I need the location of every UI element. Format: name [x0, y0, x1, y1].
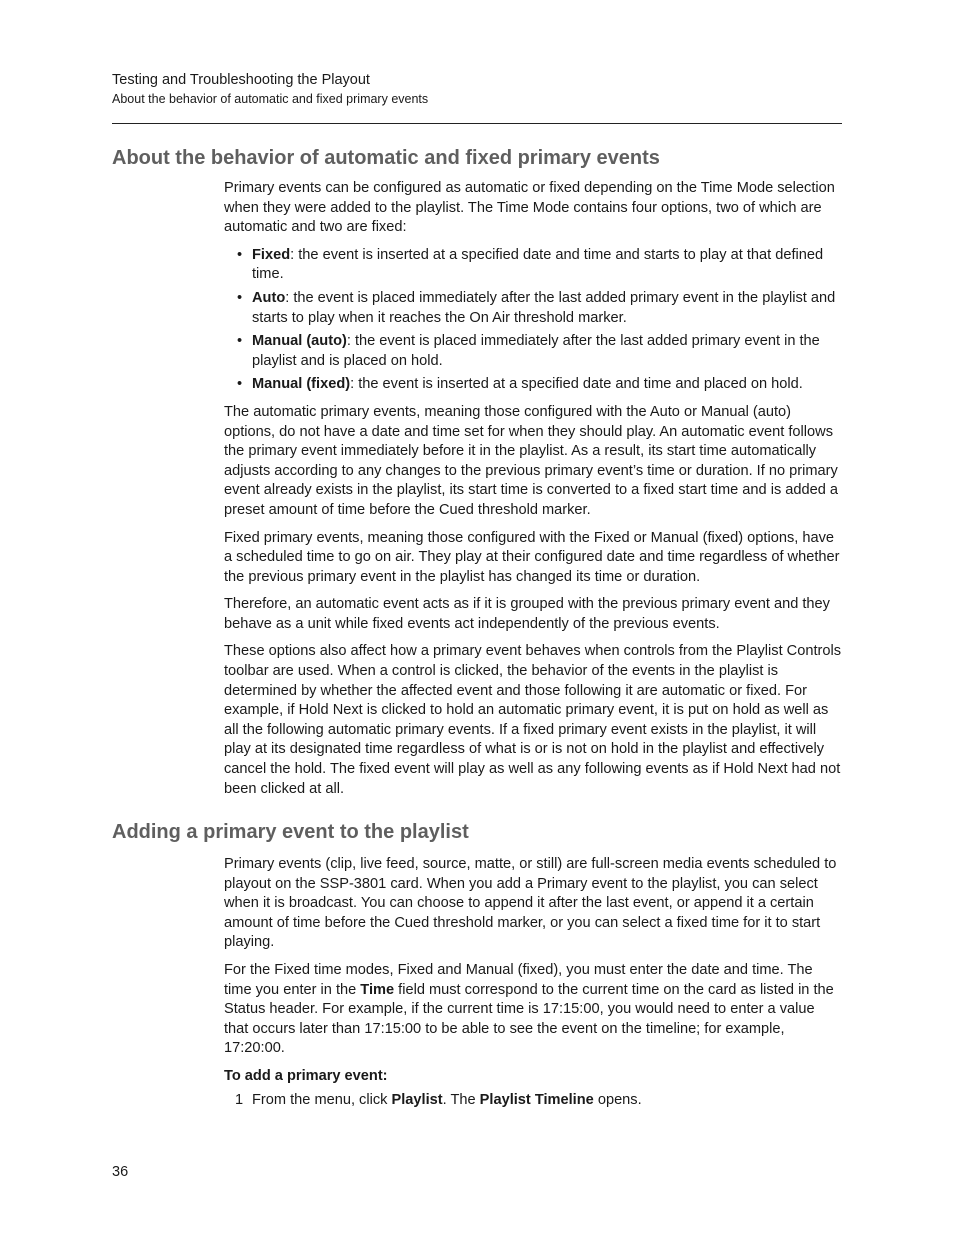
- running-head-section: About the behavior of automatic and fixed primary events: [112, 92, 429, 106]
- list-item-term: Manual (auto): [252, 333, 347, 350]
- intro-paragraph: Primary events can be configured as automatic or fixed depending on the Time Mode selection when they were added to the playlist. The Time Mode contains four options, two of which are automatic and two are fixed:: [224, 180, 835, 236]
- procedure-title: To add a primary event:: [224, 1067, 388, 1084]
- section-body-about: [224, 179, 842, 807]
- body-paragraph: These options also affect how a primary event behaves when controls from the Playlist Controls toolbar are used. When a control is clicked, the behavior of the events in the playlist is determined by whether the affected event and those following it are automatic or fixed. For example, if Hold Next is clicked to hold an automatic primary event, it is put on hold as well as all the following automatic primary events. If a fixed primary event exists in the playlist, it will play at its designated time regardless of what is or is not on hold in the playlist and effectively cancel the hold. The fixed event will play as well as any following events as if Hold Next had not been clicked at all.: [224, 643, 842, 797]
- ui-term-playlist: Playlist: [391, 1091, 443, 1108]
- body-paragraph: Fixed primary events, meaning those configured with the Fixed or Manual (fixed) options, have a scheduled time to go on air. They play at their configured date and time regardless of whether the previous primary event in the playlist has changed its time or duration.: [224, 529, 840, 585]
- list-item-term: Auto: [252, 289, 286, 306]
- bullet-icon: •: [237, 376, 243, 393]
- body-paragraph: [224, 961, 842, 1059]
- bullet-icon: •: [237, 333, 243, 350]
- text-run: . The: [442, 1091, 480, 1108]
- text-run: opens.: [593, 1091, 642, 1108]
- list-item-text: : the event is placed immediately after the last added primary event in the playlist and is placed on hold.: [252, 333, 820, 369]
- section-body-adding: [224, 855, 842, 1110]
- list-item: [224, 289, 842, 328]
- bullet-icon: •: [237, 246, 243, 263]
- body-paragraph: Therefore, an automatic event acts as if it is grouped with the previous primary event and they behave as a unit while fixed events act independently of the previous events.: [224, 596, 830, 632]
- bullet-icon: •: [237, 289, 243, 306]
- list-item-text: : the event is inserted at a specified date and time and starts to play at that defined time.: [252, 246, 824, 283]
- list-item-text: : the event is placed immediately after the last added primary event in the playlist and starts to play when it reaches the On Air threshold marker.: [252, 289, 836, 326]
- text-run: For the Fixed time modes, Fixed and Manual (fixed), you must enter the date and time. The time you enter in the: [224, 961, 813, 998]
- step-number: 1: [235, 1091, 244, 1108]
- ui-term-time: Time: [360, 981, 395, 998]
- running-head: [112, 70, 428, 108]
- ui-term-playlist-timeline: Playlist Timeline: [479, 1091, 594, 1108]
- running-head-chapter: Testing and Troubleshooting the Playout: [112, 72, 370, 88]
- text-run: field must correspond to the current time on the card as listed in the Status header. For example, if the current time is 17:15:00, you would need to enter a value that occurs later than 17:15:00 to be able to see the event on the timeline; for example, 17:20:00.: [224, 981, 834, 1057]
- list-item: [224, 375, 842, 395]
- list-item: [224, 246, 842, 285]
- list-item-term: Fixed: [252, 246, 291, 263]
- header-rule: [112, 123, 842, 124]
- text-run: From the menu, click: [252, 1091, 392, 1108]
- procedure-step: [224, 1091, 842, 1111]
- body-paragraph: The automatic primary events, meaning those configured with the Auto or Manual (auto) options, do not have a date and time set for when they should play. An automatic event follows the primary event immediately before it in the playlist. As a result, its start time automatically adjusts according to any changes to the previous primary event’s time or duration. If no primary event already exists in the playlist, its start time is converted to a fixed start time and is added a preset amount of time before the Cued threshold marker.: [224, 403, 839, 518]
- list-item-text: : the event is inserted at a specified date and time and placed on hold.: [350, 376, 803, 393]
- section-heading-adding: Adding a primary event to the playlist: [112, 821, 469, 843]
- list-item-term: Manual (fixed): [252, 376, 351, 393]
- body-paragraph: Primary events (clip, live feed, source, matte, or still) are full-screen media events scheduled to playout on the SSP-3801 card. When you add a Primary event to the playlist, you can select when it is broadcast. You can choose to append it after the last event, or append it a certain amount of time before the Cued threshold marker, or you can select a fixed time for it to start playing.: [224, 856, 837, 951]
- list-item: [224, 332, 842, 371]
- section-heading-about: About the behavior of automatic and fixed primary events: [112, 147, 660, 169]
- time-mode-list: [224, 246, 842, 395]
- page-number: 36: [112, 1164, 129, 1180]
